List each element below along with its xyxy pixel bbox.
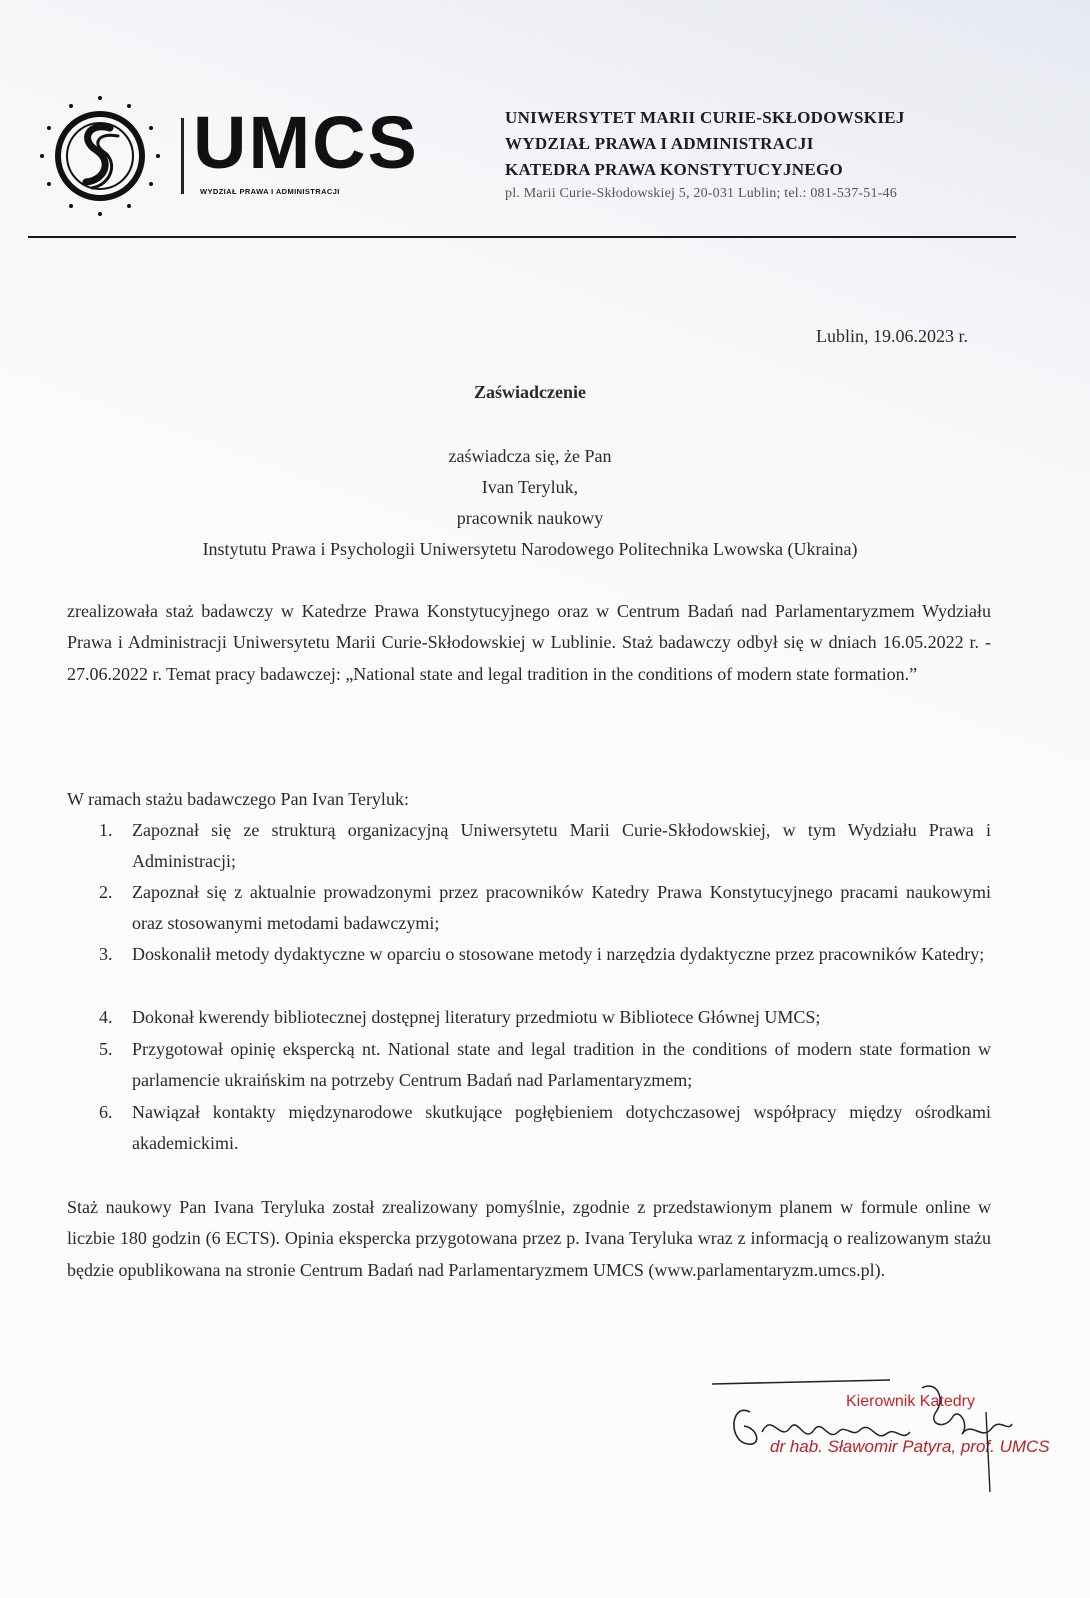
university-name: UNIWERSYTET MARII CURIE-SKŁODOWSKIEJ [505,108,905,127]
paragraph-internship: zrealizowała staż badawczy w Katedrze Prawa Konstytucyjnego oraz w Centrum Badań nad Parlamentaryzmem Wydziału Prawa i Administracji Uniwersytetu Marii Curie-Skłodowskiej w Lublinie. Staż badawczy odbył się w dniach 16.05.2022 r. - 27.06.2022 r. Temat pracy badawczej: „National state and legal tradition in the conditions of modern state formation.” [67,601,991,684]
list-number: 5. [99,1039,113,1059]
list-text: Przygotował opinię ekspercką nt. National state and legal tradition in the conditions of modern state formation w parlamencie ukraińskim na potrzeby Centrum Badań nad Parlamentaryzmem; [132,1039,991,1090]
list-text: Zapoznał się z aktualnie prowadzonymi przez pracowników Katedry Prawa Konstytucyjnego pracami naukowymi oraz stosowanymi metodami badawczymi; [132,882,991,933]
logo-subtitle: WYDZIAŁ PRAWA I ADMINISTRACJI [200,187,340,196]
department-name: KATEDRA PRAWA KONSTYTUCYJNEGO [505,160,844,179]
list-number: 6. [99,1102,113,1122]
document-date: Lublin, 19.06.2023 r. [816,326,968,346]
list-text: Nawiązał kontakty międzynarodowe skutkujące pogłębieniem dotychczasowej współpracy między ośrodkami akademickimi. [132,1102,991,1153]
logo-text: UMCS [193,101,419,184]
list-item [99,1002,991,1033]
person-position: pracownik naukowy [456,508,604,528]
document-title: Zaświadczenie [474,382,586,402]
list-number: 3. [99,944,113,964]
stamp-name: dr hab. Sławomir Patyra, prof. UMCS [770,1437,1050,1456]
list-text: Dokonał kwerendy bibliotecznej dostępnej literatury przedmiotu w Bibliotece Głównej UMCS; [132,1007,821,1027]
handwritten-signature [700,1372,1060,1512]
person-name: Ivan Teryluk, [481,477,579,497]
list-number: 2. [99,882,113,902]
logo-divider [181,118,184,194]
stamp-title: Kierownik Katedry [846,1393,975,1410]
umcs-emblem-logo [36,92,164,220]
paragraph-summary: Staż naukowy Pan Ivana Teryluka został zrealizowany pomyślnie, zgodnie z przedstawionym planem w formule online w liczbie 180 godzin (6 ECTS). Opinia ekspercka przygotowana przez p. Ivana Teryluka wraz z informacją o realizowanym stażu będzie opublikowana na stronie Centrum Badań nad Parlamentaryzmem UMCS (www.parlamentaryzm.umcs.pl). [67,1197,991,1280]
list-item [99,1097,991,1159]
list-text: Doskonalił metody dydaktyczne w oparciu o stosowane metody i narzędzia dydaktyczne przez pracowników Katedry; [132,944,985,964]
faculty-name: WYDZIAŁ PRAWA I ADMINISTRACJI [505,134,814,153]
list-number: 1. [99,820,113,840]
list-item [99,877,991,939]
header-rule [28,236,1016,238]
list-intro: W ramach stażu badawczego Pan Ivan Teryluk: [67,789,409,809]
list-item [99,815,991,877]
address-line: pl. Marii Curie-Skłodowskiej 5, 20-031 Lublin; tel.: 081-537-51-46 [505,186,897,201]
intro-line: zaświadcza się, że Pan [448,446,612,466]
person-institution: Instytutu Prawa i Psychologii Uniwersytetu Narodowego Politechnika Lwowska (Ukraina) [202,539,858,559]
list-number: 4. [99,1007,113,1027]
list-text: Zapoznał się ze strukturą organizacyjną Uniwersytetu Marii Curie-Skłodowskiej, w tym Wydziału Prawa i Administracji; [132,820,991,871]
list-item [99,939,991,970]
list-item [99,1034,991,1096]
